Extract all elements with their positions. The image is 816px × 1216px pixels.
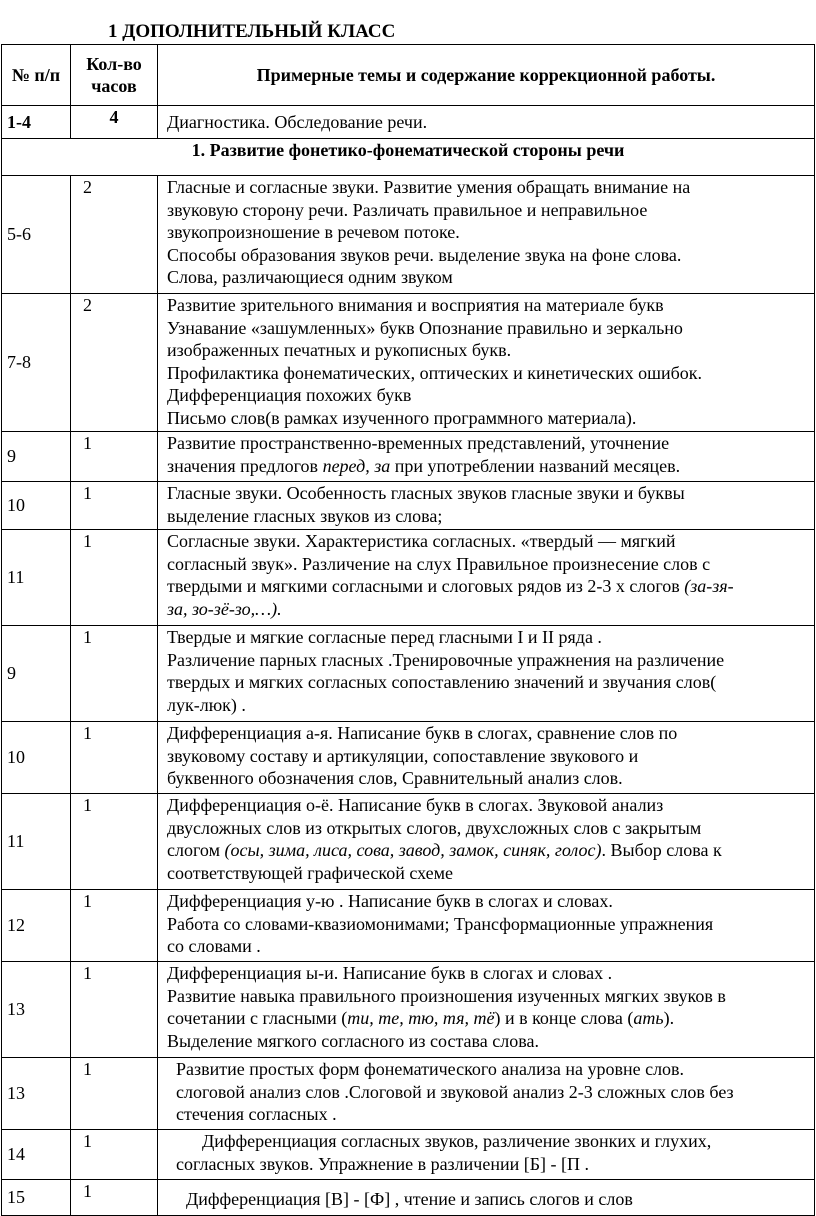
header-num: № п/п	[2, 45, 71, 106]
italic-segment: перед, за	[322, 455, 391, 476]
text-line: звукопроизношение в речевом потоке.	[167, 222, 460, 242]
text-line: Дифференциация согласных звуков, различение звонких и глухих,	[202, 1131, 712, 1151]
row-text: Диагностика. Обследование речи.	[158, 106, 815, 139]
table-row	[2, 1058, 815, 1130]
row-hours: 1	[71, 722, 158, 794]
row-num: 12	[2, 890, 71, 962]
row-text	[158, 482, 815, 530]
table-row	[2, 106, 815, 139]
row-num: 9	[2, 432, 71, 482]
table-row	[2, 530, 815, 626]
table-row	[2, 794, 815, 890]
text-line: Дифференциация ы-и. Написание букв в слогах и словах .	[167, 963, 613, 983]
table-row	[2, 1130, 815, 1180]
header-topics: Примерные темы и содержание коррекционной работы.	[158, 45, 815, 106]
row-hours: 1	[71, 432, 158, 482]
row-num: 13	[2, 962, 71, 1058]
text-line: Различение парных гласных .Тренировочные упражнения на различение	[167, 649, 725, 670]
text-line: Согласные звуки. Характеристика согласных. «твердый — мягкий	[167, 531, 676, 551]
table-header-row	[2, 45, 815, 106]
row-num: 1-4	[2, 106, 71, 139]
text-line: лук-люк) .	[167, 694, 246, 715]
row-num: 5-6	[2, 176, 71, 294]
text-line	[167, 598, 808, 621]
table-row	[2, 626, 815, 722]
text-line: соответствующей графической схеме	[167, 862, 454, 883]
text-line: двусложных слов из открытых слогов, двухсложных слов с закрытым	[167, 817, 702, 838]
text-segment: ).	[663, 1008, 675, 1028]
text-segment: ) и в конце слова (	[494, 1008, 634, 1028]
row-text	[158, 1130, 815, 1180]
text-line: звуковую сторону речи. Различать правильное и неправильное	[167, 199, 648, 220]
row-text	[158, 794, 815, 890]
row-hours: 4	[71, 106, 158, 139]
text-line: Слова, различающиеся одним звуком	[167, 267, 453, 287]
table-row	[2, 432, 815, 482]
text-line: буквенного обозначения слов, Сравнительный анализ слов.	[167, 768, 623, 788]
text-line: выделение гласных звуков из слова;	[167, 505, 443, 526]
text-segment: твердыми и мягкими согласными и слоговых рядов из 2-3 х слогов	[167, 576, 685, 596]
row-hours: 1	[71, 530, 158, 626]
section-heading: 1. Развитие фонетико-фонематической стороны речи	[2, 139, 815, 176]
text-line: твердых и мягких согласных сопоставлению значений и звучания слов(	[167, 672, 717, 692]
row-num: 10	[2, 482, 71, 530]
text-line: Профилактика фонематических, оптических и кинетических ошибок.	[167, 362, 703, 383]
row-hours: 1	[71, 1130, 158, 1180]
text-line: Гласные звуки. Особенность гласных звуков гласные звуки и буквы	[167, 483, 685, 503]
row-num: 13	[2, 1058, 71, 1130]
text-line: Дифференциация похожих букв	[167, 385, 412, 405]
text-segment: сочетании с гласными (	[167, 1008, 348, 1028]
row-hours: 1	[71, 962, 158, 1058]
text-line: согласных звуков. Упражнение в различении [Б] - [П .	[176, 1153, 590, 1174]
text-segment: . Выбор слова к	[601, 840, 722, 860]
row-hours: 1	[71, 1058, 158, 1130]
text-line: Развитие зрительного внимания и восприятия на материале букв	[167, 295, 664, 315]
row-text	[158, 1180, 815, 1216]
row-text	[158, 176, 815, 294]
italic-segment: (осы, зима, лиса, сова, завод, замок, синяк, голос)	[224, 840, 602, 860]
table-row	[2, 176, 815, 294]
text-line: стечения согласных .	[176, 1104, 337, 1124]
row-text	[158, 626, 815, 722]
row-hours: 1	[71, 890, 158, 962]
row-hours: 2	[71, 294, 158, 432]
row-hours: 1	[71, 626, 158, 722]
table-row	[2, 482, 815, 530]
row-num: 9	[2, 626, 71, 722]
text-line: Дифференциация [В] - [Ф] , чтение и запись слогов и слов	[186, 1189, 633, 1209]
text-line: Дифференциация а-я. Написание букв в слогах, сравнение слов по	[167, 723, 678, 743]
document-title: 1 ДОПОЛНИТЕЛЬНЫЙ КЛАСС	[108, 21, 396, 42]
text-line: со словами .	[167, 936, 261, 956]
text-line: Твердые и мягкие согласные перед гласными I и II ряда .	[167, 627, 602, 647]
text-line: Развитие навыка правильного произношения изученных мягких звуков в	[167, 985, 726, 1006]
text-line: Развитие пространственно-временных представлений, уточнение	[167, 433, 670, 453]
text-line: Гласные и согласные звуки. Развитие умения обращать внимание на	[167, 177, 691, 197]
text-line: Дифференциация у-ю . Написание букв в слогах и словах.	[167, 891, 613, 911]
row-text	[158, 294, 815, 432]
table-row	[2, 890, 815, 962]
italic-segment: ать	[633, 1008, 664, 1028]
row-hours: 1	[71, 794, 158, 890]
text-line: Способы образования звуков речи. выделение звука на фоне слова.	[167, 244, 682, 265]
text-line	[167, 575, 808, 598]
text-line: согласный звук». Различение на слух Правильное произнесение слов с	[167, 553, 711, 574]
table-row	[2, 1180, 815, 1216]
text-line: изображенных печатных и рукописных букв.	[167, 340, 512, 360]
row-text	[158, 962, 815, 1058]
text-segment: значения предлогов	[167, 455, 323, 476]
text-line: Узнавание «зашумленных» букв Опознание правильно и зеркально	[167, 317, 683, 338]
row-text	[158, 722, 815, 794]
text-segment: слогом	[167, 840, 225, 860]
text-line: Выделение мягкого согласного из состава слова.	[167, 1030, 539, 1051]
table-row	[2, 962, 815, 1058]
text-line	[167, 1007, 808, 1030]
row-text	[158, 432, 815, 482]
text-line: Развитие простых форм фонематического анализа на уровне слов.	[176, 1059, 685, 1079]
text-line: слоговой анализ слов .Слоговой и звуковой анализ 2-3 сложных слов без	[176, 1081, 734, 1102]
table-row	[2, 722, 815, 794]
row-num: 14	[2, 1130, 71, 1180]
text-line: Работа со словами-квазиомонимами; Трансформационные упражнения	[167, 913, 714, 934]
row-num: 7-8	[2, 294, 71, 432]
row-text	[158, 890, 815, 962]
row-num: 11	[2, 530, 71, 626]
row-hours: 2	[71, 176, 158, 294]
row-num: 15	[2, 1180, 71, 1216]
text-line: звуковому составу и артикуляции, сопоставление звукового и	[167, 745, 639, 766]
row-text	[158, 530, 815, 626]
row-hours: 1	[71, 1180, 158, 1216]
text-line: Дифференциация о-ё. Написание букв в слогах. Звуковой анализ	[167, 795, 664, 815]
italic-segment: за, зо-зё-зо,…).	[167, 598, 282, 619]
text-line: Письмо слов(в рамках изученного программного материала).	[167, 407, 637, 428]
table-row	[2, 294, 815, 432]
row-text	[158, 1058, 815, 1130]
text-line	[167, 455, 808, 478]
section-heading-row	[2, 139, 815, 176]
row-hours: 1	[71, 482, 158, 530]
program-table	[1, 44, 815, 1216]
italic-segment: ти, те, тю, тя, тё	[347, 1008, 495, 1028]
row-num: 11	[2, 794, 71, 890]
text-line	[167, 839, 808, 862]
text-segment: при употреблении названий месяцев.	[390, 455, 681, 476]
row-num: 10	[2, 722, 71, 794]
italic-segment: (за-зя-	[684, 576, 734, 596]
header-hours: Кол-во часов	[71, 45, 158, 106]
